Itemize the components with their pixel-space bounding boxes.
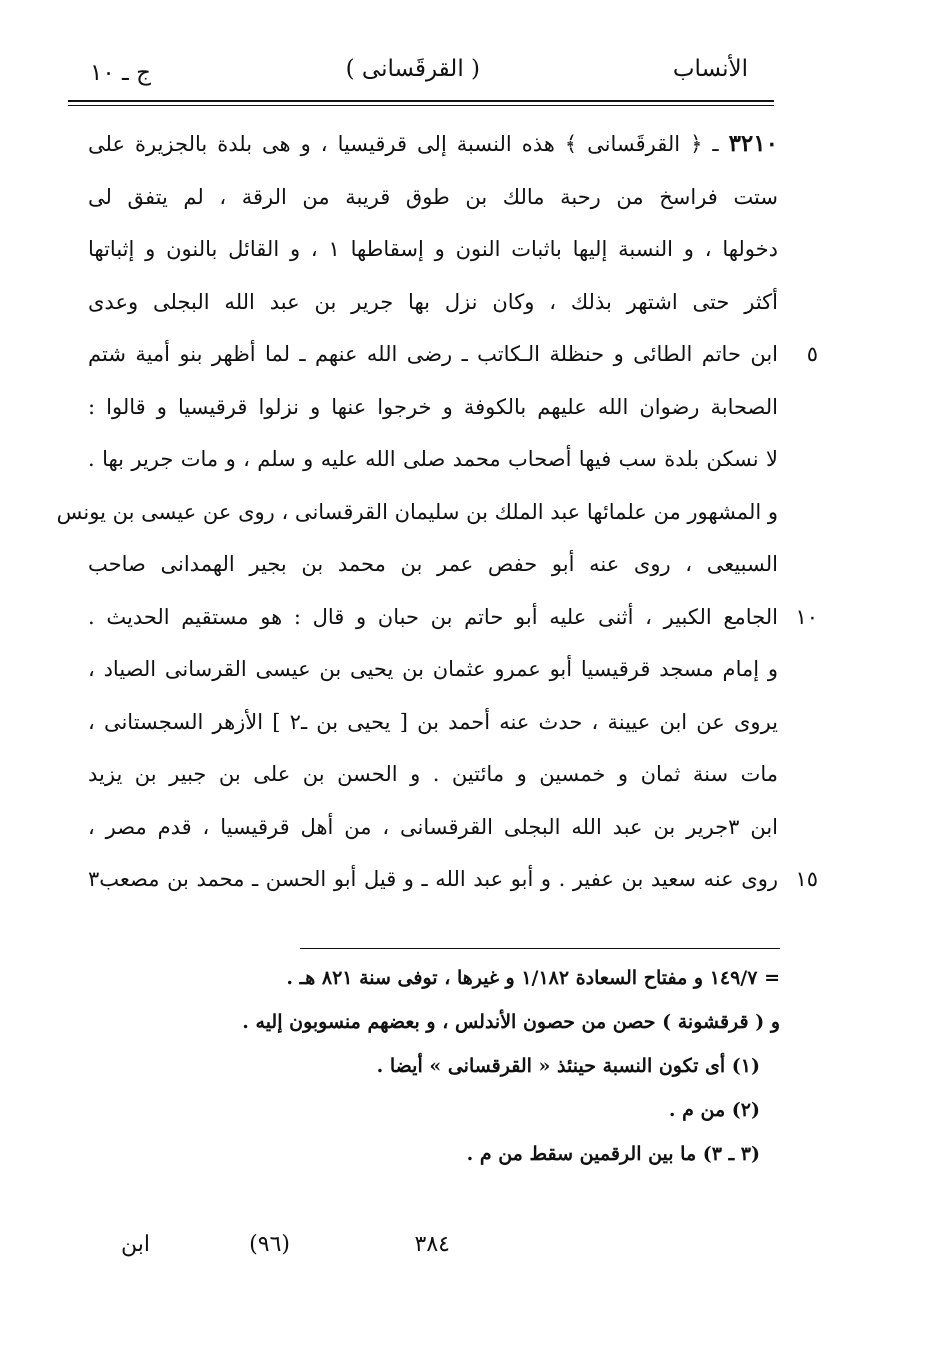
text-line (88, 643, 778, 696)
volume-label: ج ـ ١٠ (90, 60, 151, 86)
line-text: السبيعى ، روى عنه أبو حفص عمر بن محمد بن بجير الهمدانى صاحب (88, 552, 778, 576)
line-text: يروى عن ابن عيينة ، حدث عنه أحمد بن [ يحيى بن ـ٢ ] الأزهر السجستانى ، (88, 709, 779, 734)
line-text: الجامع الكبير ، أثنى عليه أبو حاتم بن حبان و قال : هو مستقيم الحديث . (88, 604, 778, 629)
footnote-rule (300, 948, 780, 949)
footnote: (١) أى تكون النسبة حينئذ « القرقسانى » أيضا . (376, 1055, 760, 1077)
entry-number: ٣٢١٠ (728, 130, 778, 157)
line-text: الصحابة رضوان الله عليهم بالكوفة و خرجوا عنها و نزلوا قرقيسيا و قالوا : (88, 394, 778, 419)
line-text: أكثر حتى اشتهر بذلك ، وكان نزل بها جرير بن عبد الله البجلى وعدى (88, 289, 778, 314)
text-line (56, 486, 778, 539)
line-number: ٥ (806, 342, 818, 366)
line-text: مات سنة ثمان و خمسين و مائتين . و الحسن بن على بن جبير بن يزيد (88, 762, 778, 786)
running-header (70, 50, 770, 96)
line-text: روى عنه سعيد بن عفير . و أبو عبد الله ـ و قيل أبو الحسن ـ محمد بن مصعب٣ (88, 867, 778, 891)
line-text: ابن حاتم الطائى و حنظلة الـكاتب ـ رضى الله عنهم ـ لما أظهر بنو أمية شتم (88, 342, 778, 366)
page-number: ٣٨٤ (414, 1232, 450, 1257)
book-title: الأنساب (672, 56, 748, 82)
text-line (88, 171, 778, 224)
line-text: دخولها ، و النسبة إليها باثبات النون و إسقاطها ١ ، و القائل بالنون و إثباتها (88, 237, 778, 261)
text-line (88, 328, 818, 381)
line-text: ـ ﴿ القرقَسانى ﴾ هذه النسبة إلى قرقيسيا ، و هى بلدة بالجزيرة على (88, 132, 719, 156)
line-number: ١٠ (795, 604, 818, 629)
entry-name-header: ( القرقَسانى ) (345, 56, 480, 82)
text-line (88, 118, 778, 171)
text-line (88, 538, 778, 591)
text-line (88, 696, 778, 749)
text-line (88, 381, 778, 434)
header-rule (68, 100, 774, 102)
line-text: و المشهور من علمائها عبد الملك بن سليمان القرقسانى ، روى عن عيسى بن يونس (56, 499, 778, 524)
line-text: و إمام مسجد قرقيسيا أبو عمرو عثمان بن يحيى بن عيسى القرسانى الصياد ، (88, 657, 778, 681)
line-text: لا نسكن بلدة سب فيها أصحاب محمد صلى الله عليه و سلم ، و مات جرير بها . (88, 447, 778, 471)
footnotes (100, 965, 780, 1185)
footnote: = ١٤٩/٧ و مفتاح السعادة ١/١٨٢ و غيرها ، توفى سنة ٨٢١ هـ . (286, 967, 780, 989)
text-line (88, 276, 778, 329)
line-text: ابن ٣جرير بن عبد الله البجلى القرقسانى ، من أهل قرقيسيا ، قدم مصر ، (88, 814, 779, 839)
text-line (88, 748, 778, 801)
entry-body (56, 118, 818, 906)
page-footer (100, 1232, 780, 1272)
text-line (88, 591, 818, 644)
text-line (88, 223, 778, 276)
line-text: ستت فراسخ من رحبة مالك بن طوق قريبة من الرقة ، لم يتفق لى (88, 184, 778, 209)
text-line (88, 433, 778, 486)
catchword: ابن (121, 1232, 150, 1257)
footnote: (٣ ـ ٣) ما بين الرقمين سقط من م . (466, 1143, 760, 1165)
header-rule-thin (68, 105, 774, 106)
line-number: ١٥ (795, 867, 818, 891)
text-line (88, 853, 818, 906)
footnote: و ( قرقشونة ) حصن من حصون الأندلس ، و بعضهم منسوبون إليه . (242, 1011, 780, 1033)
text-line (88, 801, 778, 854)
original-page-number: (٩٦) (249, 1232, 290, 1257)
footnote: (٢) من م . (668, 1099, 760, 1121)
